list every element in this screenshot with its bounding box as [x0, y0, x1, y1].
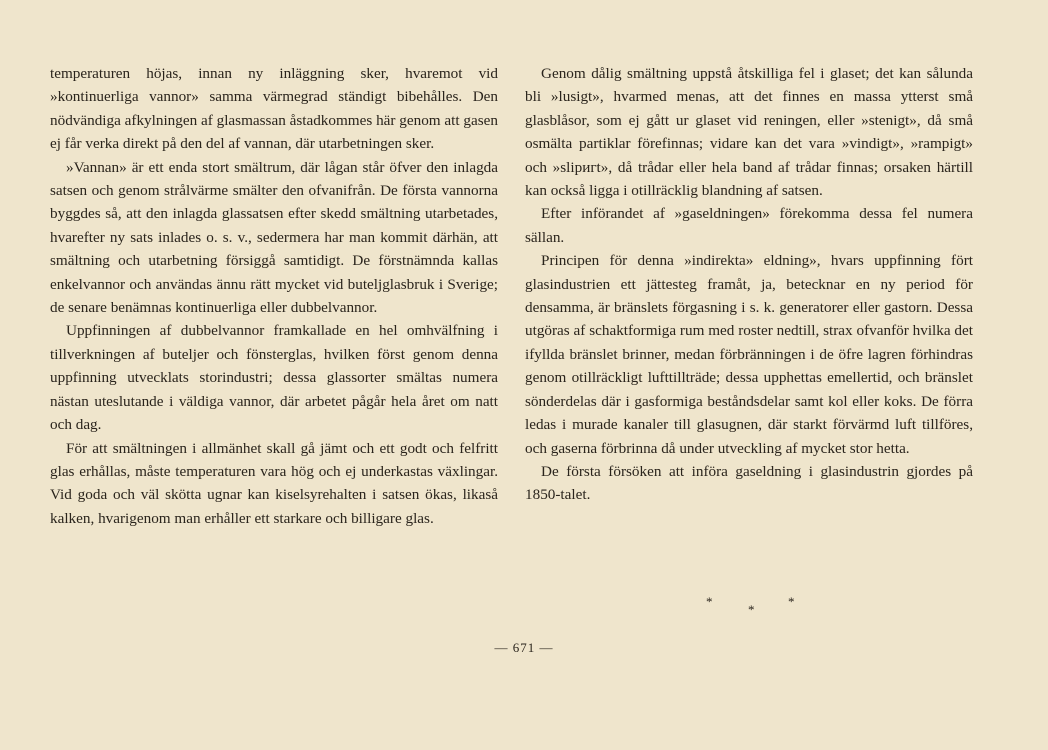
paragraph: Efter införandet af »gaseldningen» förekomma dessa fel numera sällan.: [525, 205, 973, 246]
paragraph: Uppfinningen af dubbelvannor framkallade en hel omhvälfning i tillverkningen af buteljer och fönsterglas, hvilken först genom denna uppfinning utvecklats storindustri; dessa glassorter smältas numera nästan uteslutande i väldiga vannor, där arbetet pågår hela året om natt och dag.: [50, 322, 498, 434]
page-number: — 671 —: [494, 640, 554, 655]
paragraph: Genom dålig smältning uppstå åtskilliga fel i glaset; det kan sålunda bli »lusigt», hvarmed menas, att det finnes en massa ytterst små glasblåsor, som ej gått ur glaset vid reningen, eller »stenigt», då små osmälta partiklar förefinnas; vidare kan det vara »vindigt», »rampigt» och »sliригt», då trådar eller hela band af trådar finnas; orsaken härtill kan också ligga i otillräcklig blandning af satsen.: [525, 65, 973, 200]
paragraph: temperaturen höjas, innan ny inläggning sker, hvaremot vid »kontinuerliga vannor» samma värmegrad ständigt bibehålles. Den nödvändiga afkylningen af glasmassan åstadkommes här genom att gasen ej får verka direkt på den del af vannan, där utarbetningen sker.: [50, 65, 498, 153]
paragraph: De första försöken att införa gaseldning i glasindustrin gjordes på 1850-talet.: [525, 462, 973, 504]
paragraph: Principen för denna »indirekta» eldning», hvars uppfinning fört glasindustrien ett jättesteg framåt, ja, betecknar en ny period för densamma, är bränslets förgasning i s. k. generatorer eller gastorn. Dessa utgöras af schaktformiga rum med roster nedtill, strax ofvanför hvilka det ifyllda bränslet brinner, medan förbränningen i de öfre lagren förhindras genom otillräckligt lufttillträde; dessa upphettas emellertid, och bränslet sönderdelas där i gasformiga beståndsdelar samt kol eller koks. De förra ledas i murade kanaler till glasugnen, där starkt förvärmd luft tillföres, och gaserna förbrinna då under utveckling af mycket stor hetta.: [525, 252, 973, 457]
ornament-star: *: [788, 594, 795, 609]
left-text-column: [50, 62, 498, 530]
ornament-star: *: [748, 602, 755, 617]
paragraph: För att smältningen i allmänhet skall gå jämt och ett godt och felfritt glas erhållas, måste temperaturen vara hög och ej underkastas växlingar. Vid goda och väl skötta ugnar kan kiselsyrehalten i satsen ökas, likaså kalken, hvarigenom man erhåller ett starkare och billigare glas.: [50, 439, 498, 527]
paragraph: »Vannan» är ett enda stort smältrum, där lågan står öfver den inlagda satsen och genom strålvärme smälter den ofvanifrån. De första vannorna byggdes så, att den inlagda glassatsen efter skedd smältning utarbetades, hvarefter ny sats inlades o. s. v., sedermera har man kommit därhän, att smältning och utarbetning försiggå samtidigt. De förstnämnda kallas enkelvannor och användas ännu rätt mycket vid buteljglasbruk i Sverige; de senare benämnas kontinuerliga eller dubbelvannor.: [50, 158, 498, 317]
ornament-star: *: [706, 594, 713, 609]
section-ornament: [690, 592, 810, 622]
right-text-column: [525, 62, 973, 507]
